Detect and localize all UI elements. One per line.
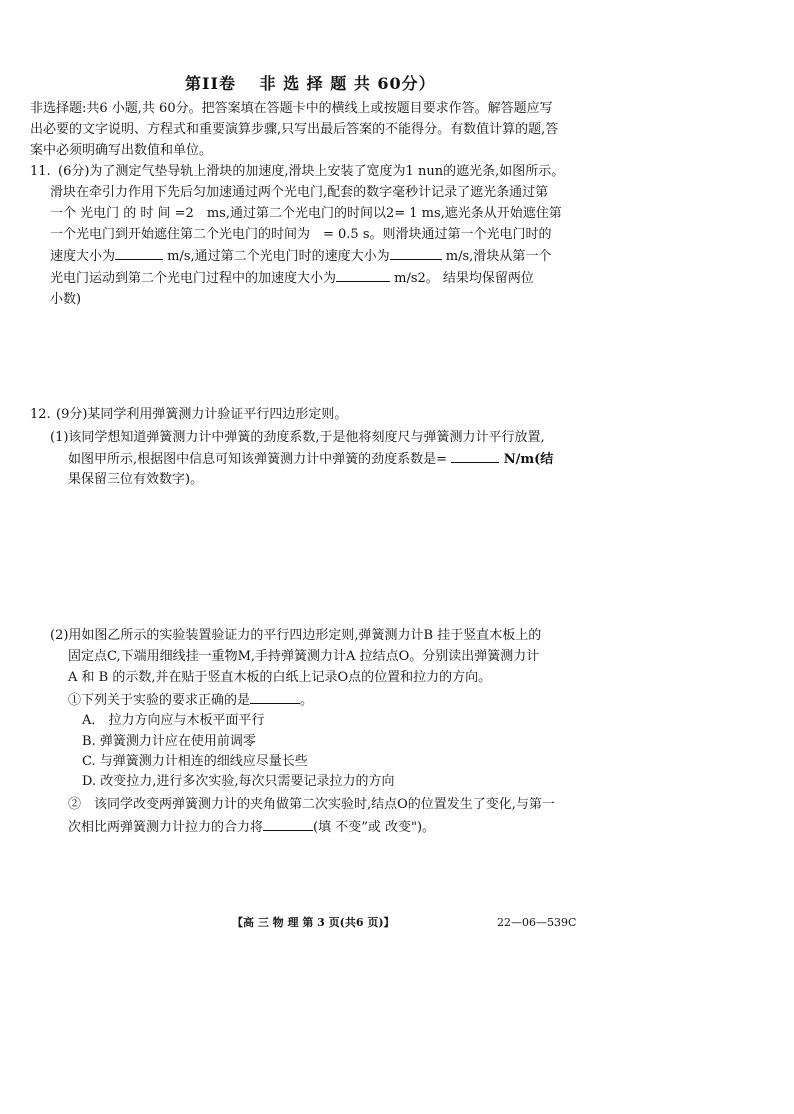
q11-line-6-a: 光电门运动到第二个光电门过程中的加速度大小为 (50, 271, 337, 286)
section-title: 第II卷 非 选 择 题 共 60分） (185, 74, 436, 93)
q12-number: 12. (30, 407, 51, 422)
intro-line-3: 案中必须明确写出数值和单位。 (30, 143, 213, 158)
q11-line-3: 一个 光电门 的 时 间 =2 ms,通过第二个光电门的时间以2= 1 ms,遮光条从开始遮住第 (50, 206, 562, 221)
q11-line-5-a: 速度大小为 (50, 249, 116, 264)
q12-sub2-line-2-a: 次相比两弹簧测力计拉力的合力将 (68, 820, 264, 835)
q12-p2-line-3: A 和 B 的示数,并在贴于竖直木板的白纸上记录O点的位置和拉力的方向。 (68, 670, 492, 685)
footer-page-label: 【高 三 物 理 第 3 页(共6 页)】 (232, 916, 395, 929)
option-c: C. 与弹簧测力计相连的细线应尽量长些 (82, 754, 308, 769)
q12-sub1-b: 。 (300, 693, 314, 708)
option-b: B. 弹簧测力计应在使用前调零 (82, 734, 256, 749)
q12-blank-3 (263, 817, 313, 831)
q12-p1-line-3: 果保留三位有效数字)。 (68, 472, 204, 487)
option-a: A． 拉力方向应与木板平面平行 (82, 713, 265, 728)
q11-line-7: 小数) (50, 292, 82, 307)
q12-p1-line-2-a: 如图甲所示,根据图中信息可知该弹簧测力计中弹簧的劲度系数是= (68, 452, 448, 467)
q11-blank-1 (115, 246, 163, 260)
intro-line-1: 非选择题:共6 小题,共 60分。把答案填在答题卡中的横线上或按题目要求作答。解答题应写 (30, 101, 553, 116)
q12-blank-1 (451, 449, 499, 463)
q12-sub1-a: ①下列关于实验的要求正确的是 (68, 693, 251, 708)
q11-blank-3 (336, 268, 390, 282)
intro-line-2: 出必要的文字说明、方程式和重要演算步骤,只写出最后答案的不能得分。有数值计算的题,答 (30, 122, 559, 137)
option-d: D. 改变拉力,进行多次实验,每次只需要记录拉力的方向 (82, 774, 395, 789)
q11-line-5-b: m/s,通过第二个光电门时的速度大小为 (163, 249, 390, 264)
footer-code: 22—06—539C (497, 916, 577, 929)
q12-sub2-line-1: ② 该同学改变两弹簧测力计的夹角做第二次实验时,结点O的位置发生了变化,与第一 (68, 797, 555, 812)
q12-p1-line-2-b: N/m(结 (499, 452, 554, 467)
q11-line-6-b: m/s2。 结果均保留两位 (390, 271, 534, 286)
q12-sub2-line-2 (68, 817, 435, 837)
q12-head: (9分)某同学利用弹簧测力计验证平行四边形定则。 (56, 407, 348, 422)
q11-number: 11. (30, 164, 51, 179)
q12-p2-line-2: 固定点C,下端用细线挂一重物M,手持弹簧测力计A 拉结点O。分别读出弹簧测力计 (68, 649, 540, 664)
q12-sub1 (68, 690, 313, 710)
q12-p2-line-1: (2)用如图乙所示的实验装置验证力的平行四边形定则,弹簧测力计B 挂于竖直木板上的 (50, 628, 542, 643)
q12-sub2-line-2-b: (填 不变”或 改变")。 (313, 820, 436, 835)
q11-line-6 (50, 268, 534, 288)
q11-line-5-c: m/s,滑块从第一个 (441, 249, 552, 264)
q12-blank-2 (250, 690, 300, 704)
q11-line-5 (50, 246, 551, 266)
q11-line-2: 滑块在牵引力作用下先后匀加速通过两个光电门,配套的数字毫秒计记录了遮光条通过第 (50, 185, 549, 200)
q11-line-4: 一个光电门到开始遮住第二个光电门的时间为 = 0.5 s。则滑块通过第一个光电门时的 (50, 227, 552, 242)
q11-blank-2 (390, 246, 442, 260)
q12-p1-line-1: (1)该同学想知道弹簧测力计中弹簧的劲度系数,于是他将刻度尺与弹簧测力计平行放置, (50, 430, 545, 445)
q11-line-1: (6分)为了测定气垫导轨上滑块的加速度,滑块上安装了宽度为1 nun的遮光条,如图所示。 (58, 164, 565, 179)
q12-p1-line-2 (68, 449, 553, 469)
